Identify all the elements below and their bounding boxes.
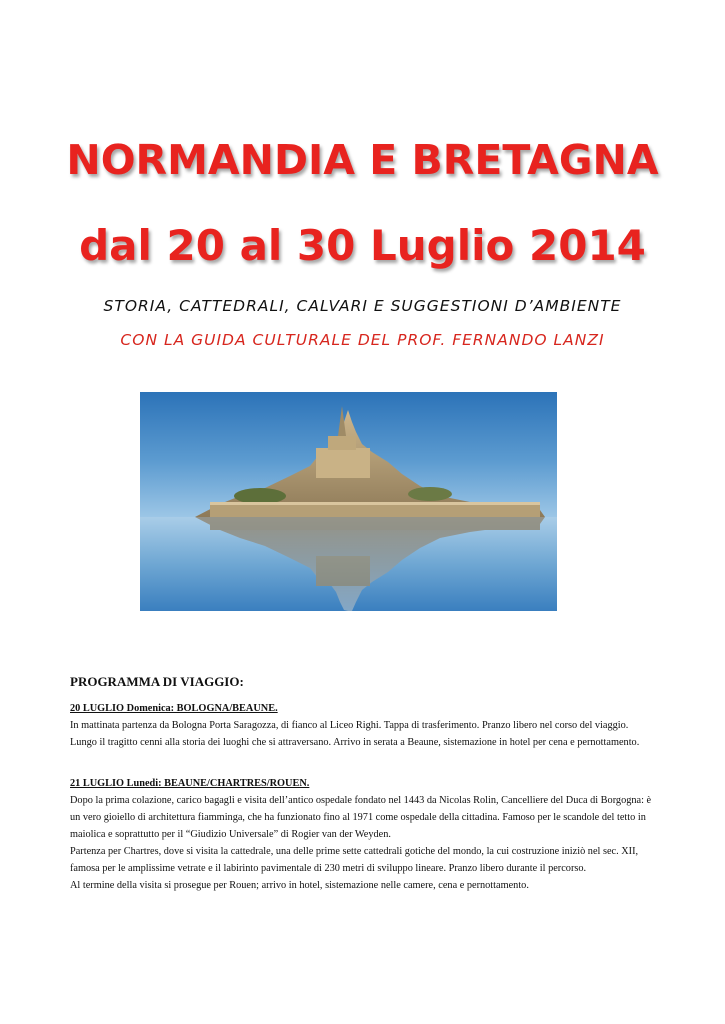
day-text-line: un vero gioiello di architettura fiamminga, che ha funzionato fino al 1971 come ospedale della cittadina. Famoso per le scandole del tetto in xyxy=(70,812,646,823)
day-21-july xyxy=(70,775,660,894)
program-title: PROGRAMMA DI VIAGGIO: xyxy=(70,674,244,689)
day-text-line: In mattinata partenza da Bologna Porta Saragozza, di fianco al Liceo Righi. Tappa di trasferimento. Pranzo libero nel corso del viaggio. xyxy=(70,720,629,731)
day-20-july xyxy=(70,700,660,751)
day-text-line: Al termine della visita si prosegue per Rouen; arrivo in hotel, sistemazione nelle camere, cena e pernottamento. xyxy=(70,880,529,891)
date-title: dal 20 al 30 Luglio 2014 xyxy=(79,221,646,270)
guide-subtitle: CON LA GUIDA CULTURALE DEL PROF. FERNANDO LANZI xyxy=(120,331,605,349)
day-heading: 20 LUGLIO Domenica: BOLOGNA/BEAUNE. xyxy=(70,703,278,714)
day-text-line: Dopo la prima colazione, carico bagagli e visita dell’antico ospedale fondato nel 1443 da Nicolas Rolin, Cancelliere del Duca di Borgogna: è xyxy=(70,795,652,806)
day-text-line: Partenza per Chartres, dove si visita la cattedrale, una delle prime sette cattedrali gotiche del mondo, la cui costruzione iniziò nel sec. XII, xyxy=(70,846,639,857)
day-text-line: famosa per le amplissime vetrate e il labirinto pavimentale di 230 metri di sviluppo lineare. Pranzo libero durante il percorso. xyxy=(70,863,587,874)
day-text-line: Lungo il tragitto cenni alla storia dei luoghi che si attraversano. Arrivo in serata a Beaune, sistemazione in hotel per cena e pernottamento. xyxy=(70,737,640,748)
tour-subtitle: STORIA, CATTEDRALI, CALVARI E SUGGESTIONI D’AMBIENTE xyxy=(103,297,622,315)
day-text-line: maiolica e soprattutto per il “Giudizio Universale” di Rogier van der Weyden. xyxy=(70,829,391,840)
mont-saint-michel-photo xyxy=(140,392,557,611)
day-heading: 21 LUGLIO Lunedi: BEAUNE/CHARTRES/ROUEN. xyxy=(70,778,310,789)
main-title: NORMANDIA E BRETAGNA xyxy=(66,136,659,184)
